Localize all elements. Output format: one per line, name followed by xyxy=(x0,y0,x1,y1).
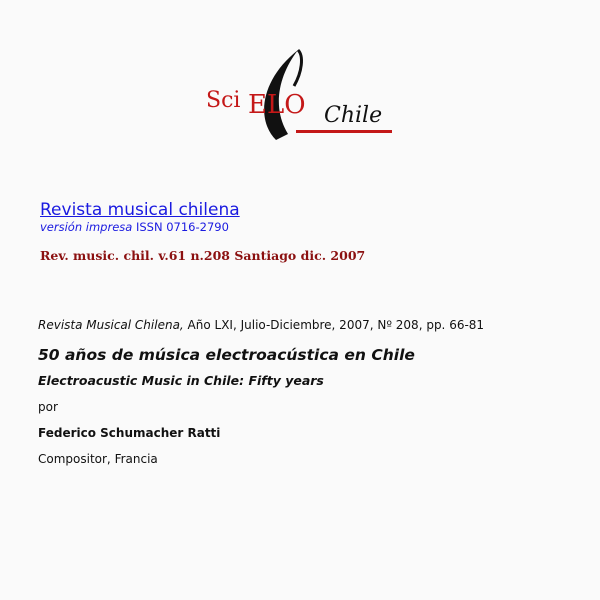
scielo-logo-graphic xyxy=(198,42,398,146)
reference-journal-name: Revista Musical Chilena, xyxy=(38,318,184,332)
issn-line xyxy=(40,219,580,235)
by-label: por xyxy=(38,400,58,414)
article-title-spanish: 50 años de música electroacústica en Chile xyxy=(38,346,415,364)
issn-number: ISSN 0716-2790 xyxy=(135,220,229,234)
author-affiliation: Compositor, Francia xyxy=(38,452,158,466)
logo-sci-text: Sci xyxy=(206,88,241,113)
journal-header xyxy=(40,199,580,265)
scielo-chile-logo[interactable] xyxy=(198,42,398,146)
article-reference xyxy=(38,316,593,334)
reference-details: Año LXI, Julio-Diciembre, 2007, Nº 208, pp. 66-81 xyxy=(183,318,485,332)
logo-swoosh-stroke xyxy=(294,50,301,86)
logo-elo-text: ELO xyxy=(248,90,306,120)
journal-title-link[interactable]: Revista musical chilena xyxy=(40,200,240,220)
logo-underline xyxy=(296,130,392,133)
author-name: Federico Schumacher Ratti xyxy=(38,426,221,440)
journal-citation: Rev. music. chil. v.61 n.208 Santiago dic. 2007 xyxy=(40,248,366,263)
version-label: versión impresa xyxy=(40,220,133,234)
article-header xyxy=(38,316,593,468)
logo-chile-text: Chile xyxy=(324,103,383,128)
article-title-english: Electroacustic Music in Chile: Fifty years xyxy=(38,373,324,388)
